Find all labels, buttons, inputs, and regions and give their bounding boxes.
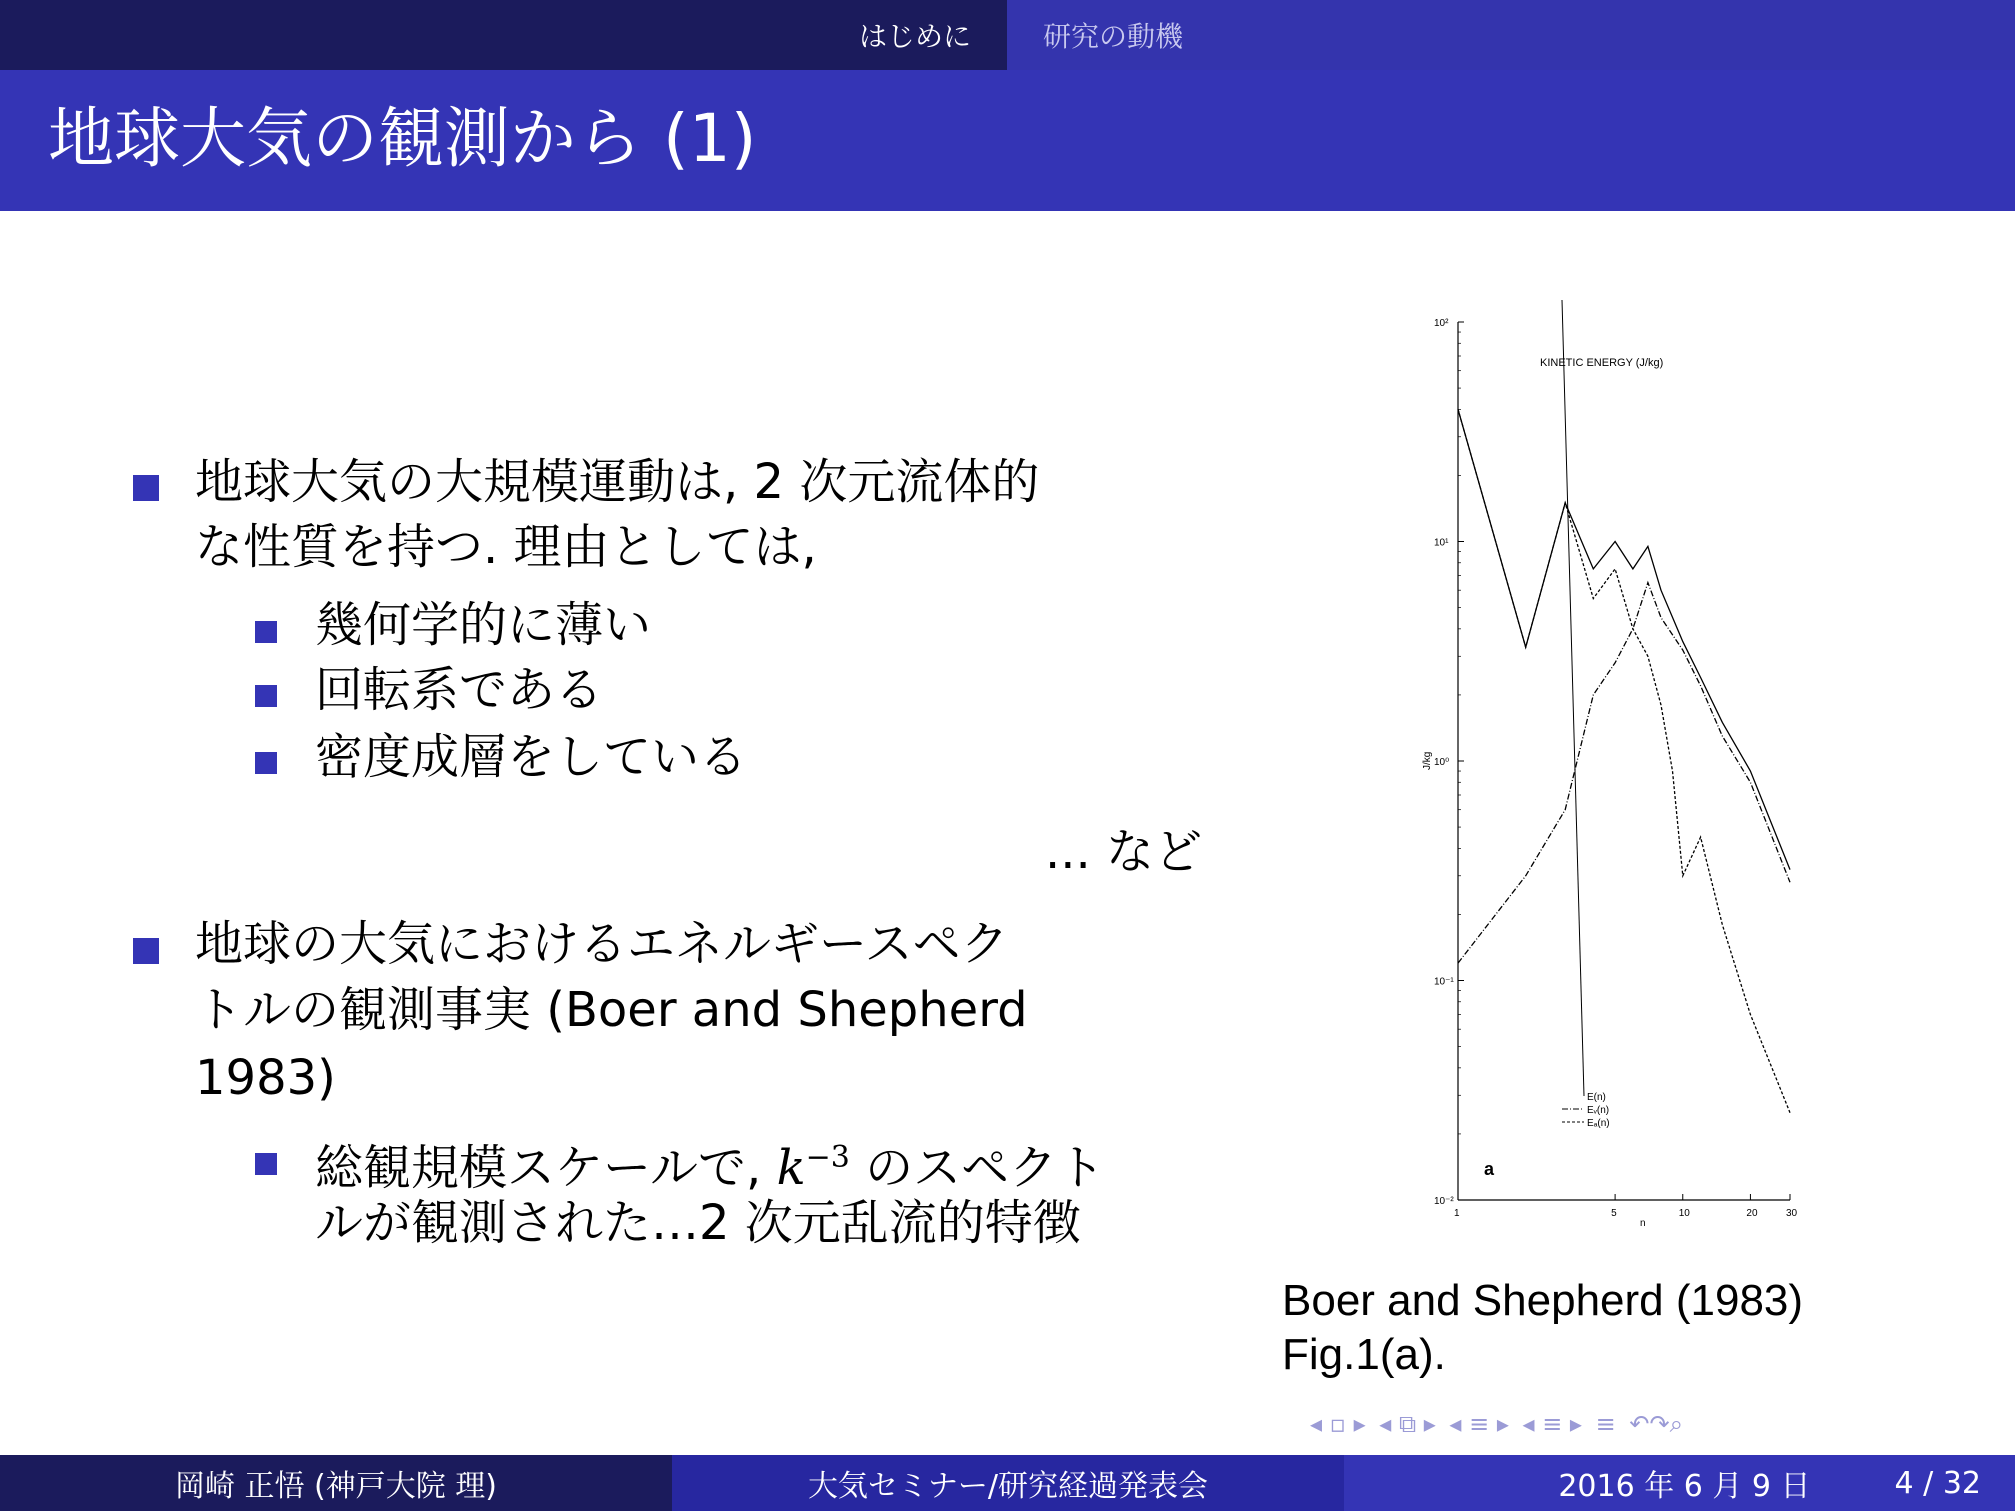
beamer-navigation-icons <box>1310 1410 1689 1438</box>
y-tick-label: 10⁻¹ <box>1434 976 1454 988</box>
x-axis-label: n <box>1640 1218 1646 1229</box>
panel-label: a <box>1484 1159 1495 1179</box>
sub-bullet-spectrum <box>315 1127 1105 1199</box>
nav-subsection-panel <box>1007 0 2015 70</box>
bullet-2-line-1: 地球の大気におけるエネルギースペク <box>195 916 1009 972</box>
series-line-3 <box>1458 409 1790 1112</box>
nav-prev-subsection-icon[interactable]: ◂ ≡ ▸ <box>1522 1410 1582 1438</box>
nav-search-icon[interactable]: ↶↷⌕ <box>1629 1410 1684 1438</box>
nav-section-link[interactable]: はじめに <box>858 20 971 53</box>
bullet-1-line-2: な性質を持つ. 理由としては, <box>195 519 817 575</box>
legend-swatch-solid <box>1562 300 1584 1096</box>
sub-bullet-rotating: 回転系である <box>315 662 604 718</box>
top-navigation <box>0 0 2015 70</box>
y-axis-label: J/kg <box>1422 751 1433 770</box>
sub-bullet-stratified: 密度成層をしている <box>315 729 748 785</box>
math-exponent: −3 <box>805 1140 850 1175</box>
math-k: k <box>776 1140 806 1196</box>
bullet-marker <box>133 475 159 501</box>
nav-prev-frame-icon[interactable]: ◂ ⧉ ▸ <box>1379 1410 1436 1438</box>
x-ticks <box>1454 1194 1798 1219</box>
series-group <box>1458 409 1790 1112</box>
x-tick-label: 10 <box>1678 1208 1690 1219</box>
x-tick-label: 1 <box>1454 1208 1460 1219</box>
legend-label-ev: Eᵥ(n) <box>1587 1105 1610 1116</box>
legend-label-ea: Eₐ(n) <box>1587 1118 1610 1129</box>
footer <box>0 1455 2015 1511</box>
y-tick-label: 10¹ <box>1434 537 1449 549</box>
sub-bullet-marker <box>255 752 277 774</box>
footer-date-panel <box>1344 1455 2015 1511</box>
bullet-2-line-3: 1983) <box>195 1050 336 1106</box>
footer-author: 岡崎 正悟 (神戸大院 理) <box>174 1469 498 1504</box>
sub-bullet-marker <box>255 1153 277 1175</box>
y-ticks <box>1434 318 1464 1207</box>
y-tick-label: 10² <box>1434 318 1449 329</box>
footer-date: 2016 年 6 月 9 日 <box>1558 1469 1811 1504</box>
x-tick-label: 5 <box>1611 1208 1617 1219</box>
caption-line-2: Fig.1(a). <box>1282 1330 1446 1379</box>
y-tick-label: 10⁻² <box>1434 1196 1454 1207</box>
etc-text: ... など <box>1045 824 1203 880</box>
slide-title: 地球大気の観測から (1) <box>48 100 757 177</box>
x-tick-label: 20 <box>1746 1208 1758 1219</box>
nav-toc-icon[interactable]: ≡ <box>1595 1410 1616 1438</box>
footer-event-panel <box>672 1455 1344 1511</box>
y-tick-label: 10⁰ <box>1434 757 1450 768</box>
caption-line-1: Boer and Shepherd (1983) <box>1282 1276 1804 1325</box>
figure-caption <box>1282 1274 1803 1382</box>
footer-author-panel <box>0 1455 672 1511</box>
footer-page-number: 4 / 32 <box>1894 1465 1981 1501</box>
footer-event: 大気セミナー/研究経過発表会 <box>807 1469 1209 1504</box>
bullet-1-line-1: 地球大気の大規模運動は, 2 次元流体的 <box>195 454 1040 510</box>
plot-title: KINETIC ENERGY (J/kg) <box>1540 357 1664 369</box>
nav-prev-slide-icon[interactable]: ◂ ▫ ▸ <box>1310 1410 1366 1438</box>
nav-prev-section-icon[interactable]: ◂ ≡ ▸ <box>1449 1410 1509 1438</box>
series-line-2 <box>1458 583 1790 964</box>
sub-bullet-spectrum-post: のスペクト <box>849 1140 1106 1196</box>
sub-bullet-thin: 幾何学的に薄い <box>315 597 652 653</box>
bullet-2-line-2: トルの観測事実 (Boer and Shepherd <box>195 982 1028 1038</box>
sub-bullet-spectrum-line-2: ルが観測された…2 次元乱流的特徴 <box>315 1195 1081 1251</box>
title-bar <box>0 70 2015 211</box>
energy-spectrum-figure <box>1420 300 1800 1240</box>
series-line-1 <box>1458 409 1790 869</box>
sub-bullet-spectrum-pre: 総観規模スケールで, <box>315 1140 777 1196</box>
legend-label-e: E(n) <box>1587 1092 1606 1103</box>
x-tick-label: 30 <box>1786 1208 1798 1219</box>
legend <box>1562 300 1610 1129</box>
nav-subsection-link[interactable]: 研究の動機 <box>1043 20 1184 53</box>
sub-bullet-marker <box>255 621 277 643</box>
nav-section-panel <box>0 0 1007 70</box>
sub-bullet-marker <box>255 685 277 707</box>
bullet-marker <box>133 938 159 964</box>
